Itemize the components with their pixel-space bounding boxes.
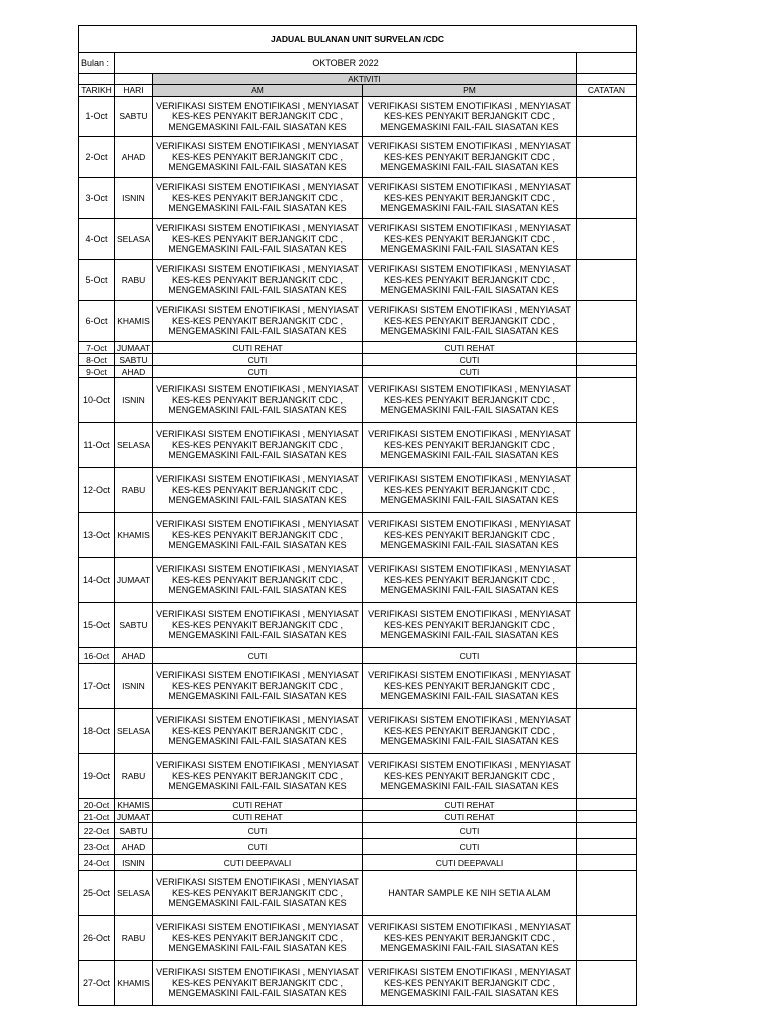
day-cell: RABU bbox=[115, 468, 153, 513]
date-cell: 14-Oct bbox=[79, 558, 115, 603]
date-cell: 12-Oct bbox=[79, 468, 115, 513]
date-cell: 1-Oct bbox=[79, 97, 115, 137]
tarikh-header: TARIKH bbox=[79, 85, 115, 97]
schedule-row bbox=[79, 811, 637, 823]
day-cell: KHAMIS bbox=[115, 799, 153, 811]
day-cell: JUMAAT bbox=[115, 811, 153, 823]
am-activity-cell: VERIFIKASI SISTEM ENOTIFIKASI , MENYIASAT KES-KES PENYAKIT BERJANGKIT CDC , MENGEMASKINI FAIL-FAIL SIASATAN KES bbox=[153, 260, 363, 301]
schedule-row bbox=[79, 260, 637, 301]
schedule-table bbox=[78, 25, 637, 1006]
schedule-row bbox=[79, 855, 637, 871]
date-cell: 7-Oct bbox=[79, 342, 115, 354]
am-activity-cell: VERIFIKASI SISTEM ENOTIFIKASI , MENYIASAT KES-KES PENYAKIT BERJANGKIT CDC , MENGEMASKINI FAIL-FAIL SIASATAN KES bbox=[153, 219, 363, 260]
note-cell bbox=[577, 137, 637, 178]
pm-activity-cell: VERIFIKASI SISTEM ENOTIFIKASI , MENYIASAT KES-KES PENYAKIT BERJANGKIT CDC , MENGEMASKINI FAIL-FAIL SIASATAN KES bbox=[363, 178, 577, 219]
note-cell bbox=[577, 378, 637, 423]
schedule-row bbox=[79, 513, 637, 558]
day-cell: SABTU bbox=[115, 354, 153, 366]
day-cell: AHAD bbox=[115, 839, 153, 855]
month-value: OKTOBER 2022 bbox=[115, 53, 577, 74]
am-activity-cell: VERIFIKASI SISTEM ENOTIFIKASI , MENYIASAT KES-KES PENYAKIT BERJANGKIT CDC , MENGEMASKINI FAIL-FAIL SIASATAN KES bbox=[153, 603, 363, 648]
note-cell bbox=[577, 342, 637, 354]
pm-activity-cell: VERIFIKASI SISTEM ENOTIFIKASI , MENYIASAT KES-KES PENYAKIT BERJANGKIT CDC , MENGEMASKINI FAIL-FAIL SIASATAN KES bbox=[363, 97, 577, 137]
schedule-row bbox=[79, 468, 637, 513]
date-cell: 24-Oct bbox=[79, 855, 115, 871]
day-cell: SELASA bbox=[115, 423, 153, 468]
note-cell bbox=[577, 916, 637, 961]
am-activity-cell: VERIFIKASI SISTEM ENOTIFIKASI , MENYIASAT KES-KES PENYAKIT BERJANGKIT CDC , MENGEMASKINI FAIL-FAIL SIASATAN KES bbox=[153, 97, 363, 137]
pm-activity-cell: VERIFIKASI SISTEM ENOTIFIKASI , MENYIASAT KES-KES PENYAKIT BERJANGKIT CDC , MENGEMASKINI FAIL-FAIL SIASATAN KES bbox=[363, 378, 577, 423]
date-cell: 10-Oct bbox=[79, 378, 115, 423]
pm-activity-cell: VERIFIKASI SISTEM ENOTIFIKASI , MENYIASAT KES-KES PENYAKIT BERJANGKIT CDC , MENGEMASKINI FAIL-FAIL SIASATAN KES bbox=[363, 664, 577, 709]
schedule-row bbox=[79, 823, 637, 839]
tarikh-header-spacer bbox=[79, 74, 115, 85]
date-cell: 11-Oct bbox=[79, 423, 115, 468]
pm-activity-cell: VERIFIKASI SISTEM ENOTIFIKASI , MENYIASAT KES-KES PENYAKIT BERJANGKIT CDC , MENGEMASKINI FAIL-FAIL SIASATAN KES bbox=[363, 961, 577, 1006]
am-activity-cell: CUTI bbox=[153, 366, 363, 378]
am-activity-cell: VERIFIKASI SISTEM ENOTIFIKASI , MENYIASAT KES-KES PENYAKIT BERJANGKIT CDC , MENGEMASKINI FAIL-FAIL SIASATAN KES bbox=[153, 916, 363, 961]
note-cell bbox=[577, 839, 637, 855]
am-activity-cell: CUTI bbox=[153, 354, 363, 366]
pm-activity-cell: VERIFIKASI SISTEM ENOTIFIKASI , MENYIASAT KES-KES PENYAKIT BERJANGKIT CDC , MENGEMASKINI FAIL-FAIL SIASATAN KES bbox=[363, 603, 577, 648]
date-cell: 23-Oct bbox=[79, 839, 115, 855]
date-cell: 27-Oct bbox=[79, 961, 115, 1006]
pm-activity-cell: VERIFIKASI SISTEM ENOTIFIKASI , MENYIASAT KES-KES PENYAKIT BERJANGKIT CDC , MENGEMASKINI FAIL-FAIL SIASATAN KES bbox=[363, 513, 577, 558]
date-cell: 9-Oct bbox=[79, 366, 115, 378]
day-cell: ISNIN bbox=[115, 178, 153, 219]
hari-header: HARI bbox=[115, 85, 153, 97]
day-cell: RABU bbox=[115, 754, 153, 799]
day-cell: KHAMIS bbox=[115, 513, 153, 558]
am-activity-cell: VERIFIKASI SISTEM ENOTIFIKASI , MENYIASAT KES-KES PENYAKIT BERJANGKIT CDC , MENGEMASKINI FAIL-FAIL SIASATAN KES bbox=[153, 423, 363, 468]
day-cell: SELASA bbox=[115, 871, 153, 916]
pm-activity-cell: VERIFIKASI SISTEM ENOTIFIKASI , MENYIASAT KES-KES PENYAKIT BERJANGKIT CDC , MENGEMASKINI FAIL-FAIL SIASATAN KES bbox=[363, 754, 577, 799]
note-cell bbox=[577, 799, 637, 811]
hari-header-spacer bbox=[115, 74, 153, 85]
am-activity-cell: VERIFIKASI SISTEM ENOTIFIKASI , MENYIASAT KES-KES PENYAKIT BERJANGKIT CDC , MENGEMASKINI FAIL-FAIL SIASATAN KES bbox=[153, 178, 363, 219]
note-cell bbox=[577, 811, 637, 823]
am-activity-cell: VERIFIKASI SISTEM ENOTIFIKASI , MENYIASAT KES-KES PENYAKIT BERJANGKIT CDC , MENGEMASKINI FAIL-FAIL SIASATAN KES bbox=[153, 137, 363, 178]
schedule-row bbox=[79, 423, 637, 468]
schedule-row bbox=[79, 378, 637, 423]
schedule-row bbox=[79, 301, 637, 342]
schedule-row bbox=[79, 366, 637, 378]
date-cell: 4-Oct bbox=[79, 219, 115, 260]
am-activity-cell: CUTI bbox=[153, 839, 363, 855]
bulan-label: Bulan : bbox=[79, 53, 115, 74]
pm-activity-cell: VERIFIKASI SISTEM ENOTIFIKASI , MENYIASAT KES-KES PENYAKIT BERJANGKIT CDC , MENGEMASKINI FAIL-FAIL SIASATAN KES bbox=[363, 709, 577, 754]
schedule-row bbox=[79, 961, 637, 1006]
day-cell: RABU bbox=[115, 916, 153, 961]
pm-activity-cell: CUTI REHAT bbox=[363, 799, 577, 811]
day-cell: KHAMIS bbox=[115, 301, 153, 342]
schedule-row bbox=[79, 603, 637, 648]
date-cell: 21-Oct bbox=[79, 811, 115, 823]
am-activity-cell: CUTI REHAT bbox=[153, 342, 363, 354]
schedule-row bbox=[79, 97, 637, 137]
pm-activity-cell: VERIFIKASI SISTEM ENOTIFIKASI , MENYIASAT KES-KES PENYAKIT BERJANGKIT CDC , MENGEMASKINI FAIL-FAIL SIASATAN KES bbox=[363, 468, 577, 513]
am-activity-cell: VERIFIKASI SISTEM ENOTIFIKASI , MENYIASAT KES-KES PENYAKIT BERJANGKIT CDC , MENGEMASKINI FAIL-FAIL SIASATAN KES bbox=[153, 468, 363, 513]
day-cell: SABTU bbox=[115, 603, 153, 648]
day-cell: JUMAAT bbox=[115, 342, 153, 354]
note-cell bbox=[577, 219, 637, 260]
note-cell bbox=[577, 855, 637, 871]
schedule-row bbox=[79, 916, 637, 961]
schedule-title: JADUAL BULANAN UNIT SURVELAN /CDC bbox=[79, 26, 637, 53]
note-cell bbox=[577, 468, 637, 513]
day-cell: SELASA bbox=[115, 709, 153, 754]
month-note-cell bbox=[577, 53, 637, 74]
date-cell: 8-Oct bbox=[79, 354, 115, 366]
am-activity-cell: VERIFIKASI SISTEM ENOTIFIKASI , MENYIASAT KES-KES PENYAKIT BERJANGKIT CDC , MENGEMASKINI FAIL-FAIL SIASATAN KES bbox=[153, 961, 363, 1006]
catatan-header: CATATAN bbox=[577, 85, 637, 97]
date-cell: 16-Oct bbox=[79, 648, 115, 664]
schedule-row bbox=[79, 342, 637, 354]
pm-activity-cell: VERIFIKASI SISTEM ENOTIFIKASI , MENYIASAT KES-KES PENYAKIT BERJANGKIT CDC , MENGEMASKINI FAIL-FAIL SIASATAN KES bbox=[363, 137, 577, 178]
pm-header: PM bbox=[363, 85, 577, 97]
note-cell bbox=[577, 97, 637, 137]
am-activity-cell: VERIFIKASI SISTEM ENOTIFIKASI , MENYIASAT KES-KES PENYAKIT BERJANGKIT CDC , MENGEMASKINI FAIL-FAIL SIASATAN KES bbox=[153, 871, 363, 916]
date-cell: 19-Oct bbox=[79, 754, 115, 799]
am-activity-cell: VERIFIKASI SISTEM ENOTIFIKASI , MENYIASAT KES-KES PENYAKIT BERJANGKIT CDC , MENGEMASKINI FAIL-FAIL SIASATAN KES bbox=[153, 664, 363, 709]
pm-activity-cell: HANTAR SAMPLE KE NIH SETIA ALAM bbox=[363, 871, 577, 916]
note-cell bbox=[577, 603, 637, 648]
am-activity-cell: CUTI bbox=[153, 648, 363, 664]
am-activity-cell: VERIFIKASI SISTEM ENOTIFIKASI , MENYIASAT KES-KES PENYAKIT BERJANGKIT CDC , MENGEMASKINI FAIL-FAIL SIASATAN KES bbox=[153, 378, 363, 423]
schedule-sheet bbox=[78, 25, 637, 1006]
date-cell: 2-Oct bbox=[79, 137, 115, 178]
am-activity-cell: CUTI DEEPAVALI bbox=[153, 855, 363, 871]
am-activity-cell: VERIFIKASI SISTEM ENOTIFIKASI , MENYIASAT KES-KES PENYAKIT BERJANGKIT CDC , MENGEMASKINI FAIL-FAIL SIASATAN KES bbox=[153, 754, 363, 799]
day-cell: SABTU bbox=[115, 823, 153, 839]
note-cell bbox=[577, 871, 637, 916]
pm-activity-cell: CUTI bbox=[363, 648, 577, 664]
am-activity-cell: VERIFIKASI SISTEM ENOTIFIKASI , MENYIASAT KES-KES PENYAKIT BERJANGKIT CDC , MENGEMASKINI FAIL-FAIL SIASATAN KES bbox=[153, 558, 363, 603]
aktiviti-header: AKTIVITI bbox=[153, 74, 577, 85]
schedule-row bbox=[79, 219, 637, 260]
pm-activity-cell: CUTI bbox=[363, 354, 577, 366]
pm-activity-cell: VERIFIKASI SISTEM ENOTIFIKASI , MENYIASAT KES-KES PENYAKIT BERJANGKIT CDC , MENGEMASKINI FAIL-FAIL SIASATAN KES bbox=[363, 301, 577, 342]
schedule-row bbox=[79, 709, 637, 754]
date-cell: 26-Oct bbox=[79, 916, 115, 961]
date-cell: 6-Oct bbox=[79, 301, 115, 342]
am-activity-cell: CUTI bbox=[153, 823, 363, 839]
note-cell bbox=[577, 664, 637, 709]
schedule-row bbox=[79, 178, 637, 219]
schedule-rows bbox=[79, 97, 637, 1006]
day-cell: SELASA bbox=[115, 219, 153, 260]
pm-activity-cell: VERIFIKASI SISTEM ENOTIFIKASI , MENYIASAT KES-KES PENYAKIT BERJANGKIT CDC , MENGEMASKINI FAIL-FAIL SIASATAN KES bbox=[363, 916, 577, 961]
note-cell bbox=[577, 754, 637, 799]
date-cell: 18-Oct bbox=[79, 709, 115, 754]
date-cell: 22-Oct bbox=[79, 823, 115, 839]
day-cell: KHAMIS bbox=[115, 961, 153, 1006]
am-activity-cell: CUTI REHAT bbox=[153, 799, 363, 811]
am-activity-cell: CUTI REHAT bbox=[153, 811, 363, 823]
pm-activity-cell: CUTI bbox=[363, 366, 577, 378]
date-cell: 3-Oct bbox=[79, 178, 115, 219]
day-cell: ISNIN bbox=[115, 378, 153, 423]
schedule-row bbox=[79, 754, 637, 799]
note-cell bbox=[577, 260, 637, 301]
schedule-row bbox=[79, 137, 637, 178]
day-cell: SABTU bbox=[115, 97, 153, 137]
day-cell: JUMAAT bbox=[115, 558, 153, 603]
schedule-row bbox=[79, 354, 637, 366]
schedule-row bbox=[79, 799, 637, 811]
schedule-row bbox=[79, 558, 637, 603]
pm-activity-cell: VERIFIKASI SISTEM ENOTIFIKASI , MENYIASAT KES-KES PENYAKIT BERJANGKIT CDC , MENGEMASKINI FAIL-FAIL SIASATAN KES bbox=[363, 423, 577, 468]
schedule-row bbox=[79, 664, 637, 709]
catatan-header-spacer bbox=[577, 74, 637, 85]
note-cell bbox=[577, 513, 637, 558]
day-cell: ISNIN bbox=[115, 855, 153, 871]
am-activity-cell: VERIFIKASI SISTEM ENOTIFIKASI , MENYIASAT KES-KES PENYAKIT BERJANGKIT CDC , MENGEMASKINI FAIL-FAIL SIASATAN KES bbox=[153, 709, 363, 754]
date-cell: 25-Oct bbox=[79, 871, 115, 916]
am-activity-cell: VERIFIKASI SISTEM ENOTIFIKASI , MENYIASAT KES-KES PENYAKIT BERJANGKIT CDC , MENGEMASKINI FAIL-FAIL SIASATAN KES bbox=[153, 513, 363, 558]
date-cell: 20-Oct bbox=[79, 799, 115, 811]
note-cell bbox=[577, 178, 637, 219]
pm-activity-cell: CUTI DEEPAVALI bbox=[363, 855, 577, 871]
date-cell: 17-Oct bbox=[79, 664, 115, 709]
date-cell: 5-Oct bbox=[79, 260, 115, 301]
am-activity-cell: VERIFIKASI SISTEM ENOTIFIKASI , MENYIASAT KES-KES PENYAKIT BERJANGKIT CDC , MENGEMASKINI FAIL-FAIL SIASATAN KES bbox=[153, 301, 363, 342]
day-cell: AHAD bbox=[115, 137, 153, 178]
pm-activity-cell: CUTI bbox=[363, 823, 577, 839]
note-cell bbox=[577, 423, 637, 468]
pm-activity-cell: VERIFIKASI SISTEM ENOTIFIKASI , MENYIASAT KES-KES PENYAKIT BERJANGKIT CDC , MENGEMASKINI FAIL-FAIL SIASATAN KES bbox=[363, 260, 577, 301]
pm-activity-cell: CUTI bbox=[363, 839, 577, 855]
pm-activity-cell: CUTI REHAT bbox=[363, 342, 577, 354]
note-cell bbox=[577, 558, 637, 603]
pm-activity-cell: CUTI REHAT bbox=[363, 811, 577, 823]
day-cell: AHAD bbox=[115, 648, 153, 664]
date-cell: 15-Oct bbox=[79, 603, 115, 648]
day-cell: AHAD bbox=[115, 366, 153, 378]
schedule-row bbox=[79, 839, 637, 855]
note-cell bbox=[577, 354, 637, 366]
am-header: AM bbox=[153, 85, 363, 97]
note-cell bbox=[577, 648, 637, 664]
schedule-row bbox=[79, 871, 637, 916]
note-cell bbox=[577, 961, 637, 1006]
note-cell bbox=[577, 709, 637, 754]
note-cell bbox=[577, 823, 637, 839]
day-cell: RABU bbox=[115, 260, 153, 301]
pm-activity-cell: VERIFIKASI SISTEM ENOTIFIKASI , MENYIASAT KES-KES PENYAKIT BERJANGKIT CDC , MENGEMASKINI FAIL-FAIL SIASATAN KES bbox=[363, 558, 577, 603]
schedule-row bbox=[79, 648, 637, 664]
date-cell: 13-Oct bbox=[79, 513, 115, 558]
note-cell bbox=[577, 366, 637, 378]
day-cell: ISNIN bbox=[115, 664, 153, 709]
pm-activity-cell: VERIFIKASI SISTEM ENOTIFIKASI , MENYIASAT KES-KES PENYAKIT BERJANGKIT CDC , MENGEMASKINI FAIL-FAIL SIASATAN KES bbox=[363, 219, 577, 260]
note-cell bbox=[577, 301, 637, 342]
